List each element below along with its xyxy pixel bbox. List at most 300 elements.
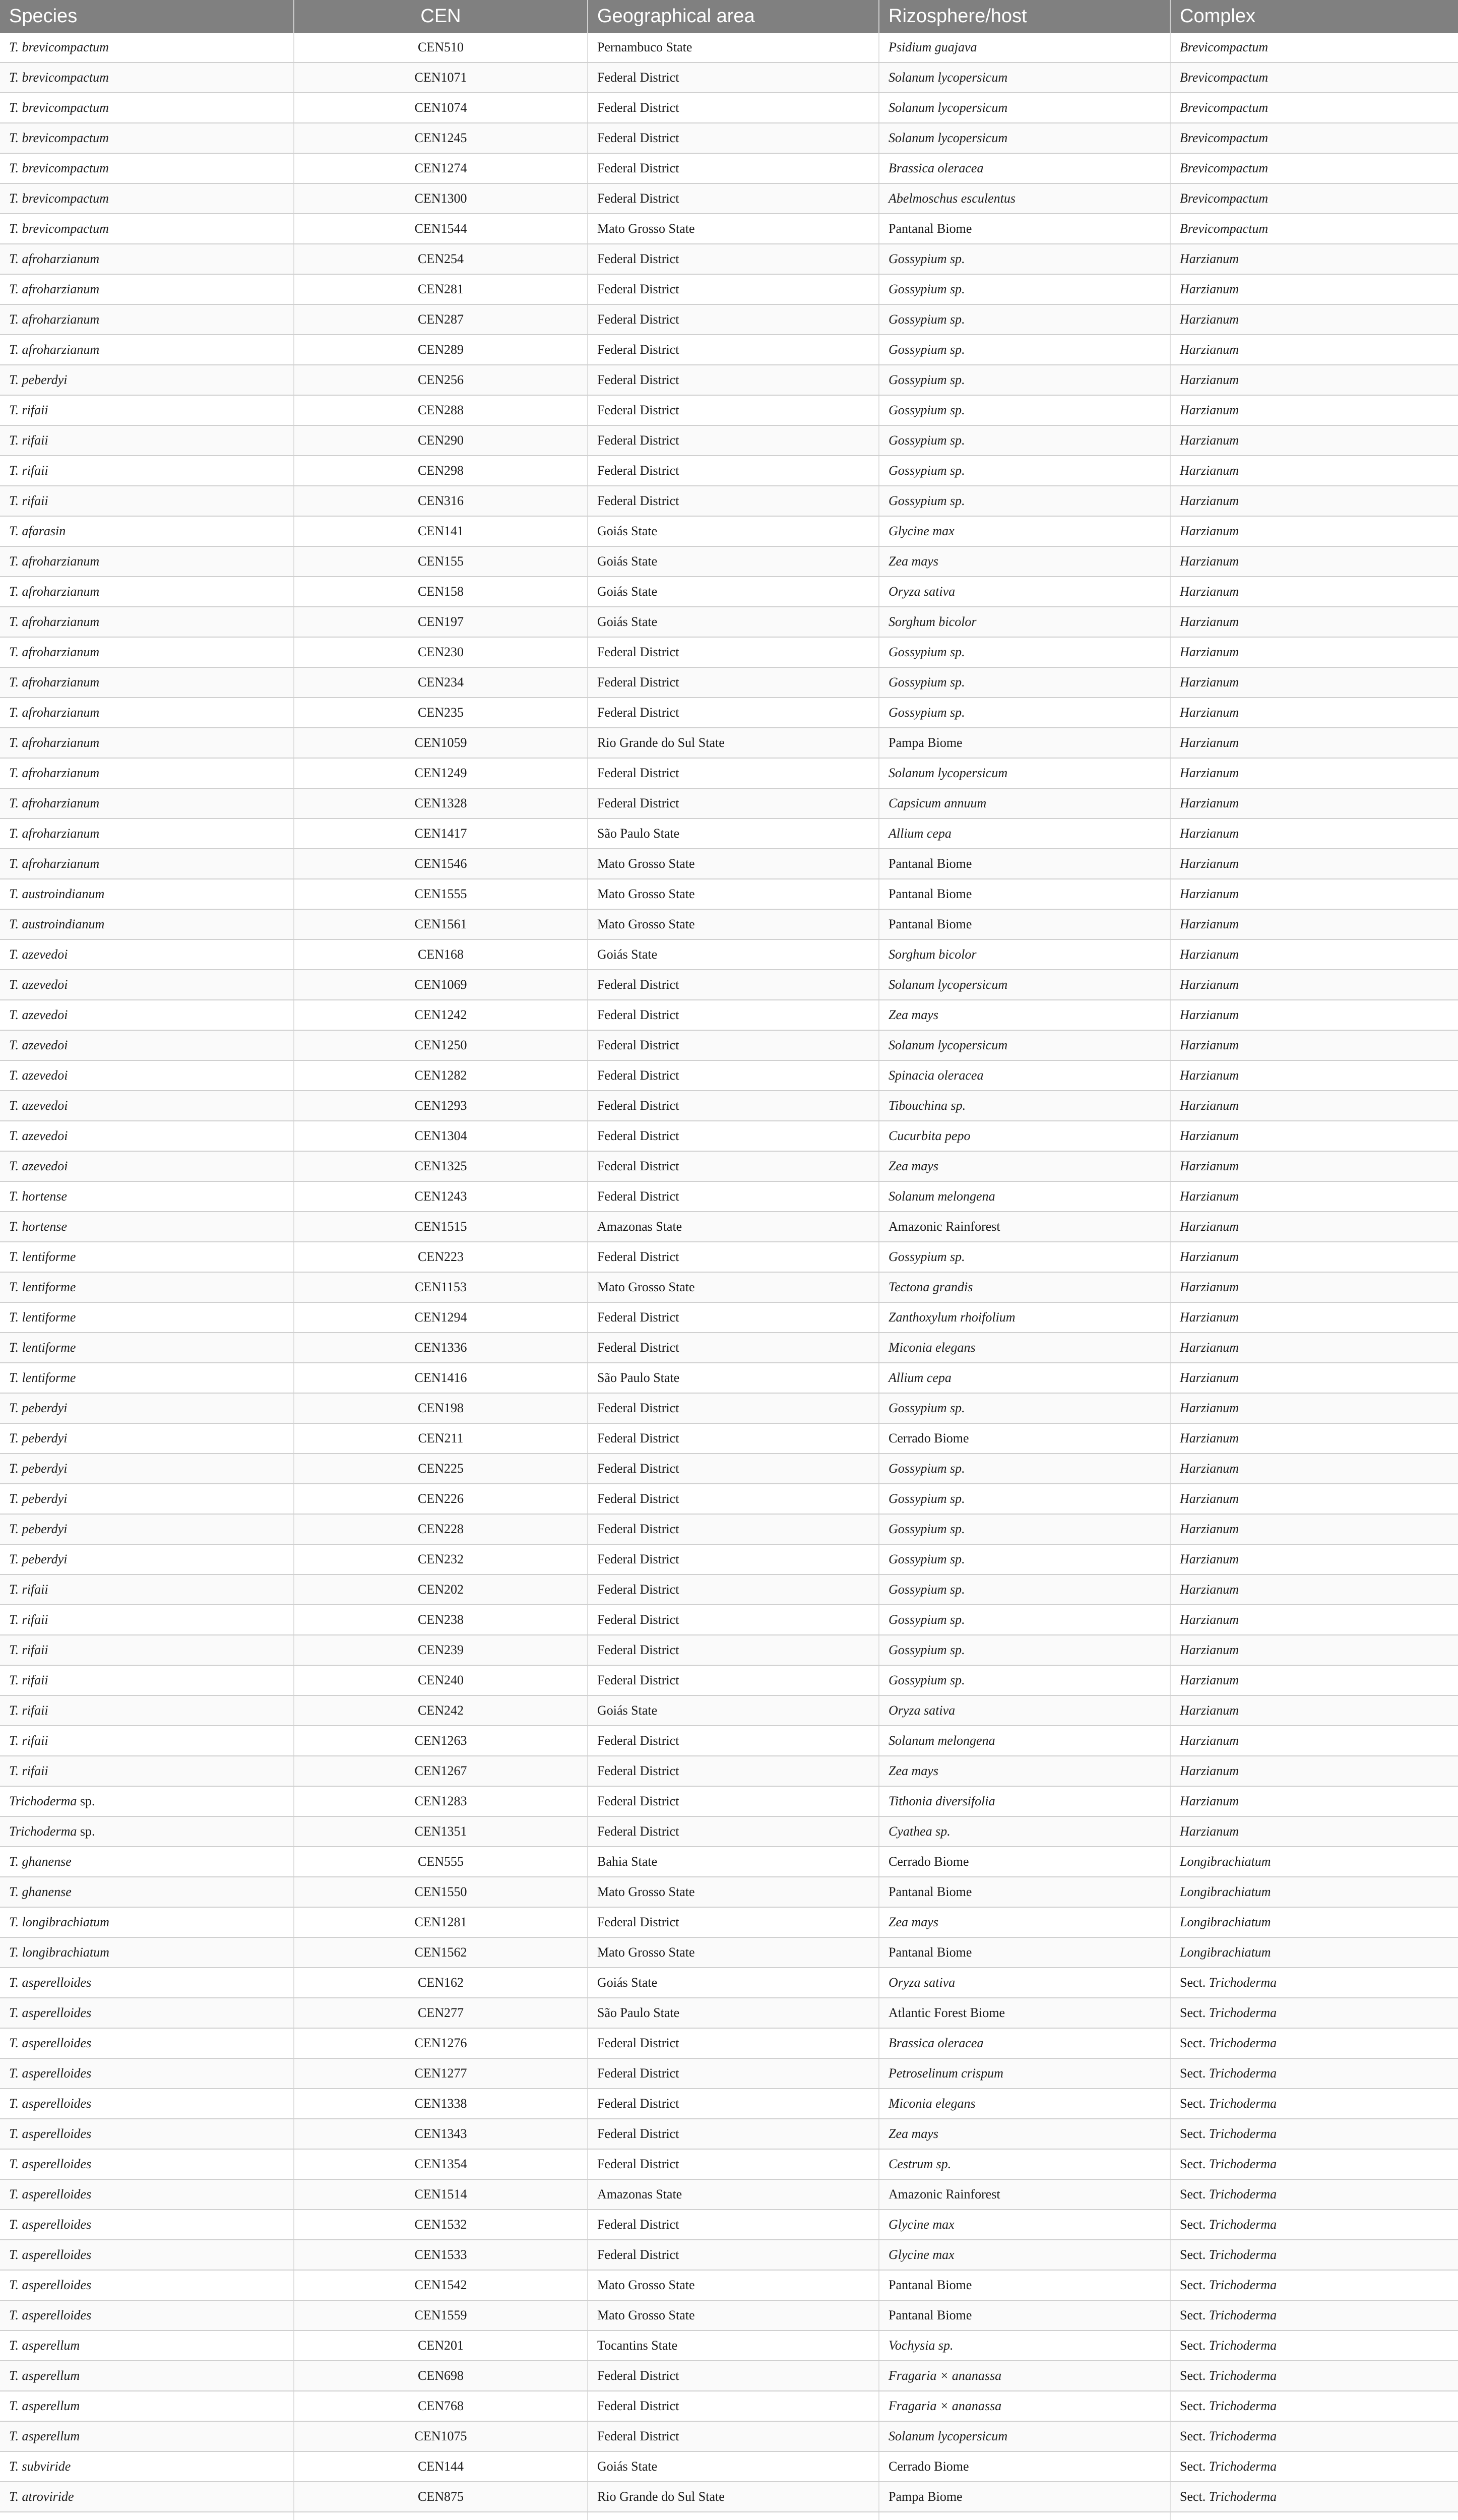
cell-geographical-area: Federal District [588, 2240, 879, 2270]
cell-geographical-area: Federal District [588, 1786, 879, 1816]
cell-geographical-area: Federal District [588, 1423, 879, 1454]
table-row [0, 33, 1458, 62]
cell-complex [1170, 2210, 1458, 2240]
complex-name: Harzianum [1180, 1491, 1239, 1506]
cell-complex [1170, 244, 1458, 274]
cell-species: T. peberdyi [0, 1544, 294, 1574]
cell-cen: CEN1243 [294, 1181, 588, 1212]
complex-name: Brevicompactum [1180, 100, 1269, 115]
table-row [0, 1272, 1458, 1302]
table-row [0, 1333, 1458, 1363]
table-row [0, 335, 1458, 365]
cell-geographical-area: Federal District [588, 153, 879, 183]
cell-species: T. afroharzianum [0, 849, 294, 879]
complex-name: Trichoderma [1209, 2066, 1277, 2081]
cell-species: T. asperelloides [0, 2240, 294, 2270]
table-row [0, 2391, 1458, 2421]
table-row [0, 1423, 1458, 1454]
cell-cen: CEN1343 [294, 2119, 588, 2149]
cell-rizosphere-host: Miconia elegans [879, 1333, 1170, 1363]
complex-prefix: Sect. [1180, 2217, 1206, 2232]
complex-name: Harzianum [1180, 403, 1239, 417]
cell-cen: CEN211 [294, 1423, 588, 1454]
cell-cen: CEN1245 [294, 123, 588, 153]
cell-complex [1170, 1333, 1458, 1363]
cell-geographical-area: Federal District [588, 1756, 879, 1786]
cell-geographical-area: Federal District [588, 1060, 879, 1091]
table-row [0, 1756, 1458, 1786]
cell-complex [1170, 1574, 1458, 1605]
cell-species: T. peberdyi [0, 1454, 294, 1484]
cell-geographical-area: Mato Grosso State [588, 214, 879, 244]
table-row [0, 244, 1458, 274]
cell-species: T. peberdyi [0, 365, 294, 395]
cell-rizosphere-host: Cerrado Biome [879, 2451, 1170, 2482]
cell-rizosphere-host: Gossypium sp. [879, 1635, 1170, 1665]
header-geographical-area: Geographical area [588, 0, 879, 33]
table-row [0, 879, 1458, 909]
cell-complex [1170, 1000, 1458, 1030]
cell-cen: CEN234 [294, 667, 588, 698]
cell-geographical-area: Amazonas State [588, 1212, 879, 1242]
cell-complex [1170, 2119, 1458, 2149]
cell-cen: CEN1294 [294, 1302, 588, 1333]
cell-cen: CEN1075 [294, 2421, 588, 2451]
cell-cen: CEN288 [294, 395, 588, 425]
table-row [0, 1937, 1458, 1968]
cell-geographical-area: Rio Grande do Sul State [588, 728, 879, 758]
complex-name: Harzianum [1180, 1643, 1239, 1657]
cell-cen: CEN1293 [294, 1091, 588, 1121]
cell-rizosphere-host: Gossypium sp. [879, 1514, 1170, 1544]
cell-cen: CEN1277 [294, 2058, 588, 2089]
complex-prefix: Sect. [1180, 1975, 1206, 1990]
table-row [0, 909, 1458, 939]
cell-complex [1170, 1121, 1458, 1151]
cell-cen: CEN1417 [294, 818, 588, 849]
complex-name: Trichoderma [1209, 2036, 1277, 2050]
cell-cen: CEN1242 [294, 1000, 588, 1030]
table-row [0, 1363, 1458, 1393]
cell-species: T. asperelloides [0, 2270, 294, 2300]
cell-cen: CEN155 [294, 546, 588, 577]
cell-geographical-area: Federal District [588, 93, 879, 123]
cell-complex [1170, 335, 1458, 365]
cell-complex [1170, 33, 1458, 62]
cell-rizosphere-host: Solanum lycopersicum [879, 123, 1170, 153]
table-row [0, 486, 1458, 516]
complex-prefix: Sect. [1180, 2126, 1206, 2141]
cell-cen: CEN1514 [294, 2179, 588, 2210]
cell-complex [1170, 274, 1458, 304]
cell-complex [1170, 1030, 1458, 1060]
cell-cen: CEN230 [294, 637, 588, 667]
cell-cen: CEN1304 [294, 1121, 588, 1151]
table-row [0, 607, 1458, 637]
cell-geographical-area: Mato Grosso State [588, 1877, 879, 1907]
cell-species: T. austroindianum [0, 909, 294, 939]
cell-species: T. azevedoi [0, 1151, 294, 1181]
cell-rizosphere-host: Brassica oleracea [879, 2028, 1170, 2058]
cell-rizosphere-host: Gossypium sp. [879, 274, 1170, 304]
complex-prefix: Sect. [1180, 2036, 1206, 2050]
cell-complex [1170, 1060, 1458, 1091]
table-row [0, 456, 1458, 486]
complex-name: Harzianum [1180, 342, 1239, 357]
cell-species: T. longibrachiatum [0, 1937, 294, 1968]
cell-cen: CEN1249 [294, 758, 588, 788]
complex-name: Harzianum [1180, 1340, 1239, 1355]
cell-cen: CEN1562 [294, 1937, 588, 1968]
cell-rizosphere-host: Gossypium sp. [879, 244, 1170, 274]
complex-name: Harzianum [1180, 887, 1239, 901]
table-row [0, 1514, 1458, 1544]
cell-geographical-area: Federal District [588, 1635, 879, 1665]
cell-complex [1170, 1877, 1458, 1907]
cell-geographical-area: Federal District [588, 2149, 879, 2179]
cell-rizosphere-host: Pantanal Biome [879, 214, 1170, 244]
complex-name: Harzianum [1180, 584, 1239, 599]
table-row [0, 1847, 1458, 1877]
cell-complex [1170, 1272, 1458, 1302]
cell-species: T. asperelloides [0, 2089, 294, 2119]
cell-cen: CEN298 [294, 456, 588, 486]
cell-rizosphere-host: Pantanal Biome [879, 2270, 1170, 2300]
cell-geographical-area: Federal District [588, 2421, 879, 2451]
cell-rizosphere-host: Petroselinum crispum [879, 2058, 1170, 2089]
cell-rizosphere-host: Zea mays [879, 546, 1170, 577]
complex-name: Harzianum [1180, 1219, 1239, 1234]
table-row [0, 1484, 1458, 1514]
cell-species: Trichoderma sp. [0, 1816, 294, 1847]
cell-rizosphere-host: Gossypium sp. [879, 1605, 1170, 1635]
cell-cen: CEN238 [294, 1605, 588, 1635]
complex-prefix: Sect. [1180, 2096, 1206, 2111]
cell-rizosphere-host: Cerrado Biome [879, 1423, 1170, 1454]
complex-name: Longibrachiatum [1180, 1915, 1271, 1929]
header-species: Species [0, 0, 294, 33]
cell-species: T. asperelloides [0, 2179, 294, 2210]
cell-cen: CEN1276 [294, 2028, 588, 2058]
cell-geographical-area: Federal District [588, 395, 879, 425]
cell-species: T. asperelloides [0, 2028, 294, 2058]
table-row [0, 2330, 1458, 2361]
cell-rizosphere-host: Solanum lycopersicum [879, 2421, 1170, 2451]
cell-species: T. lentiforme [0, 1363, 294, 1393]
cell-rizosphere-host: Pampa Biome [879, 728, 1170, 758]
cell-species: T. rifaii [0, 425, 294, 456]
complex-name: Harzianum [1180, 947, 1239, 962]
cell-complex [1170, 2240, 1458, 2270]
complex-name: Harzianum [1180, 1370, 1239, 1385]
cell-cen: CEN1561 [294, 909, 588, 939]
cell-species: T. asperellum [0, 2330, 294, 2361]
cell-cen: CEN277 [294, 1998, 588, 2028]
cell-geographical-area: Federal District [588, 1514, 879, 1544]
table-row [0, 1877, 1458, 1907]
complex-name: Trichoderma [1209, 2217, 1277, 2232]
cell-cen: CEN226 [294, 1484, 588, 1514]
cell-rizosphere-host: Gossypium sp. [879, 667, 1170, 698]
cell-complex [1170, 93, 1458, 123]
cell-species: T. rifaii [0, 395, 294, 425]
cell-complex [1170, 2512, 1458, 2520]
cell-species: T. afroharzianum [0, 607, 294, 637]
complex-name: Trichoderma [1209, 1975, 1277, 1990]
table-row [0, 1726, 1458, 1756]
complex-name: Harzianum [1180, 1280, 1239, 1294]
cell-geographical-area: Federal District [588, 1726, 879, 1756]
cell-species: T. rifaii [0, 1574, 294, 1605]
table-row [0, 939, 1458, 970]
cell-cen: CEN1354 [294, 2149, 588, 2179]
complex-name: Harzianum [1180, 856, 1239, 871]
table-row [0, 2028, 1458, 2058]
cell-complex [1170, 214, 1458, 244]
cell-complex [1170, 304, 1458, 335]
cell-geographical-area: Bahia State [588, 1847, 879, 1877]
cell-rizosphere-host: Gossypium sp. [879, 456, 1170, 486]
cell-rizosphere-host: Gossypium sp. [879, 395, 1170, 425]
cell-cen: CEN168 [294, 939, 588, 970]
cell-cen: CEN197 [294, 607, 588, 637]
cell-rizosphere-host: Tithonia diversifolia [879, 1786, 1170, 1816]
cell-species: T. ghanense [0, 1847, 294, 1877]
cell-species: T. brevicompactum [0, 153, 294, 183]
cell-rizosphere-host: Zea mays [879, 2119, 1170, 2149]
table-row [0, 2361, 1458, 2391]
table-row [0, 2119, 1458, 2149]
cell-rizosphere-host: Capsicum annuum [879, 788, 1170, 818]
cell-geographical-area: Federal District [588, 758, 879, 788]
table-row [0, 1242, 1458, 1272]
cell-geographical-area: São Paulo State [588, 1998, 879, 2028]
cell-rizosphere-host: Psidium guajava [879, 33, 1170, 62]
cell-species: T. hortense [0, 1181, 294, 1212]
cell-rizosphere-host: Pantanal Biome [879, 2300, 1170, 2330]
table-row [0, 788, 1458, 818]
cell-geographical-area: Mato Grosso State [588, 1937, 879, 1968]
cell-species: T. austroindianum [0, 879, 294, 909]
cell-species: T. rifaii [0, 1726, 294, 1756]
table-row [0, 1181, 1458, 1212]
cell-cen: CEN1267 [294, 1756, 588, 1786]
cell-complex [1170, 788, 1458, 818]
cell-species: T. rifaii [0, 1605, 294, 1635]
cell-species: T. azevedoi [0, 970, 294, 1000]
complex-name: Harzianum [1180, 372, 1239, 387]
cell-geographical-area: Federal District [588, 2028, 879, 2058]
cell-complex [1170, 123, 1458, 153]
table-row [0, 93, 1458, 123]
cell-complex [1170, 1695, 1458, 1726]
cell-rizosphere-host: Gossypium sp. [879, 365, 1170, 395]
header-rizosphere-host: Rizosphere/host [879, 0, 1170, 33]
cell-cen: CEN1059 [294, 728, 588, 758]
cell-complex [1170, 1302, 1458, 1333]
complex-name: Harzianum [1180, 977, 1239, 992]
cell-species: T. rifaii [0, 1695, 294, 1726]
cell-species: T. lentiforme [0, 1272, 294, 1302]
cell-cen: CEN1283 [294, 1786, 588, 1816]
cell-species: T. azevedoi [0, 1030, 294, 1060]
table-row [0, 2149, 1458, 2179]
complex-name: Harzianum [1180, 282, 1239, 296]
complex-name: Harzianum [1180, 1189, 1239, 1204]
complex-name: Trichoderma [1209, 2157, 1277, 2171]
cell-geographical-area: Federal District [588, 1121, 879, 1151]
cell-rizosphere-host: Brassica oleracea [879, 153, 1170, 183]
cell-complex [1170, 1151, 1458, 1181]
cell-cen: CEN1336 [294, 1333, 588, 1363]
table-row [0, 546, 1458, 577]
table-row [0, 818, 1458, 849]
complex-name: Harzianum [1180, 1612, 1239, 1627]
cell-species: T. asperelloides [0, 2210, 294, 2240]
complex-prefix: Sect. [1180, 2489, 1206, 2504]
complex-name: Harzianum [1180, 312, 1239, 327]
complex-name: Harzianum [1180, 1128, 1239, 1143]
cell-rizosphere-host: Tibouchina sp. [879, 1091, 1170, 1121]
cell-geographical-area: Federal District [588, 244, 879, 274]
cell-cen: CEN1074 [294, 93, 588, 123]
cell-rizosphere-host: Gossypium sp. [879, 304, 1170, 335]
cell-geographical-area: Goiás State [588, 2451, 879, 2482]
cell-rizosphere-host: Gossypium sp. [879, 1393, 1170, 1423]
cell-cen: CEN698 [294, 2361, 588, 2391]
complex-name: Trichoderma [1209, 2096, 1277, 2111]
cell-cen: CEN242 [294, 1695, 588, 1726]
cell-cen: CEN1544 [294, 214, 588, 244]
cell-geographical-area: Federal District [588, 637, 879, 667]
cell-rizosphere-host: Solanum lycopersicum [879, 970, 1170, 1000]
cell-species: T. peberdyi [0, 1393, 294, 1423]
table-row [0, 516, 1458, 546]
cell-cen: CEN225 [294, 1454, 588, 1484]
cell-species: T. afroharzianum [0, 244, 294, 274]
cell-species: T. lentiforme [0, 1333, 294, 1363]
cell-rizosphere-host: Gossypium sp. [879, 1454, 1170, 1484]
complex-name: Trichoderma [1209, 2187, 1277, 2201]
cell-rizosphere-host: Miconia elegans [879, 2089, 1170, 2119]
complex-name: Harzianum [1180, 1249, 1239, 1264]
complex-name: Harzianum [1180, 493, 1239, 508]
table-row [0, 1151, 1458, 1181]
table-row [0, 2451, 1458, 2482]
table-row [0, 365, 1458, 395]
cell-cen: CEN1153 [294, 1272, 588, 1302]
complex-name: Harzianum [1180, 645, 1239, 659]
cell-rizosphere-host: Oryza sativa [879, 577, 1170, 607]
cell-cen: CEN510 [294, 33, 588, 62]
table-row [0, 214, 1458, 244]
cell-rizosphere-host: Gossypium sp. [879, 1665, 1170, 1695]
cell-complex [1170, 2391, 1458, 2421]
cell-geographical-area: Federal District [588, 1665, 879, 1695]
cell-species: T. azevedoi [0, 939, 294, 970]
cell-rizosphere-host: Gossypium sp. [879, 1574, 1170, 1605]
cell-complex [1170, 1847, 1458, 1877]
complex-name: Harzianum [1180, 1007, 1239, 1022]
cell-rizosphere-host: Amazonic Rainforest [879, 2179, 1170, 2210]
cell-cen: CEN158 [294, 577, 588, 607]
table-row [0, 183, 1458, 214]
complex-prefix: Sect. [1180, 2338, 1206, 2353]
table-row [0, 1665, 1458, 1695]
complex-name: Harzianum [1180, 1582, 1239, 1597]
cell-species: T. afarasin [0, 516, 294, 546]
cell-rizosphere-host: Abelmoschus esculentus [879, 183, 1170, 214]
cell-geographical-area: Goiás State [588, 1968, 879, 1998]
table-row [0, 395, 1458, 425]
cell-cen: CEN198 [294, 1393, 588, 1423]
cell-rizosphere-host: Pantanal Biome [879, 1937, 1170, 1968]
cell-species: T. brevicompactum [0, 62, 294, 93]
cell-rizosphere-host: Oryza sativa [879, 1695, 1170, 1726]
cell-complex [1170, 456, 1458, 486]
cell-species: T. rifaii [0, 486, 294, 516]
cell-geographical-area: Federal District [588, 1393, 879, 1423]
cell-cen: CEN1559 [294, 2300, 588, 2330]
cell-geographical-area: Federal District [588, 335, 879, 365]
table-body [0, 33, 1458, 2520]
table-row [0, 1302, 1458, 1333]
cell-geographical-area: Federal District [588, 486, 879, 516]
cell-rizosphere-host: Zea mays [879, 1151, 1170, 1181]
cell-cen: CEN1515 [294, 1212, 588, 1242]
cell-complex [1170, 758, 1458, 788]
cell-cen: CEN1069 [294, 970, 588, 1000]
cell-rizosphere-host: Gossypium sp. [879, 1544, 1170, 1574]
cell-complex [1170, 1907, 1458, 1937]
cell-rizosphere-host: Gossypium sp. [879, 698, 1170, 728]
table-row [0, 1000, 1458, 1030]
cell-species [0, 2512, 294, 2520]
complex-name: Longibrachiatum [1180, 1854, 1271, 1869]
cell-species: T. azevedoi [0, 1091, 294, 1121]
cell-rizosphere-host: Solanum lycopersicum [879, 93, 1170, 123]
cell-complex [1170, 1756, 1458, 1786]
cell-cen: CEN201 [294, 2330, 588, 2361]
complex-name: Harzianum [1180, 1703, 1239, 1718]
table-row [0, 1544, 1458, 1574]
cell-rizosphere-host [879, 2512, 1170, 2520]
cell-species: T. afroharzianum [0, 637, 294, 667]
cell-complex [1170, 637, 1458, 667]
cell-species: T. rifaii [0, 1665, 294, 1695]
cell-cen: CEN256 [294, 365, 588, 395]
cell-rizosphere-host: Spinacia oleracea [879, 1060, 1170, 1091]
cell-geographical-area: Federal District [588, 183, 879, 214]
cell-rizosphere-host: Pantanal Biome [879, 849, 1170, 879]
complex-name: Trichoderma [1209, 2399, 1277, 2413]
cell-geographical-area: São Paulo State [588, 1363, 879, 1393]
cell-geographical-area: Federal District [588, 62, 879, 93]
cell-complex [1170, 1816, 1458, 1847]
cell-species: T. brevicompactum [0, 214, 294, 244]
cell-geographical-area: Federal District [588, 2058, 879, 2089]
cell-rizosphere-host: Pantanal Biome [879, 909, 1170, 939]
cell-rizosphere-host: Gossypium sp. [879, 1484, 1170, 1514]
table-row [0, 425, 1458, 456]
cell-complex [1170, 183, 1458, 214]
cell-species: T. lentiforme [0, 1242, 294, 1272]
cell-rizosphere-host: Allium cepa [879, 818, 1170, 849]
cell-complex [1170, 1665, 1458, 1695]
cell-complex [1170, 1242, 1458, 1272]
header-cen: CEN [294, 0, 588, 33]
table-row [0, 1212, 1458, 1242]
